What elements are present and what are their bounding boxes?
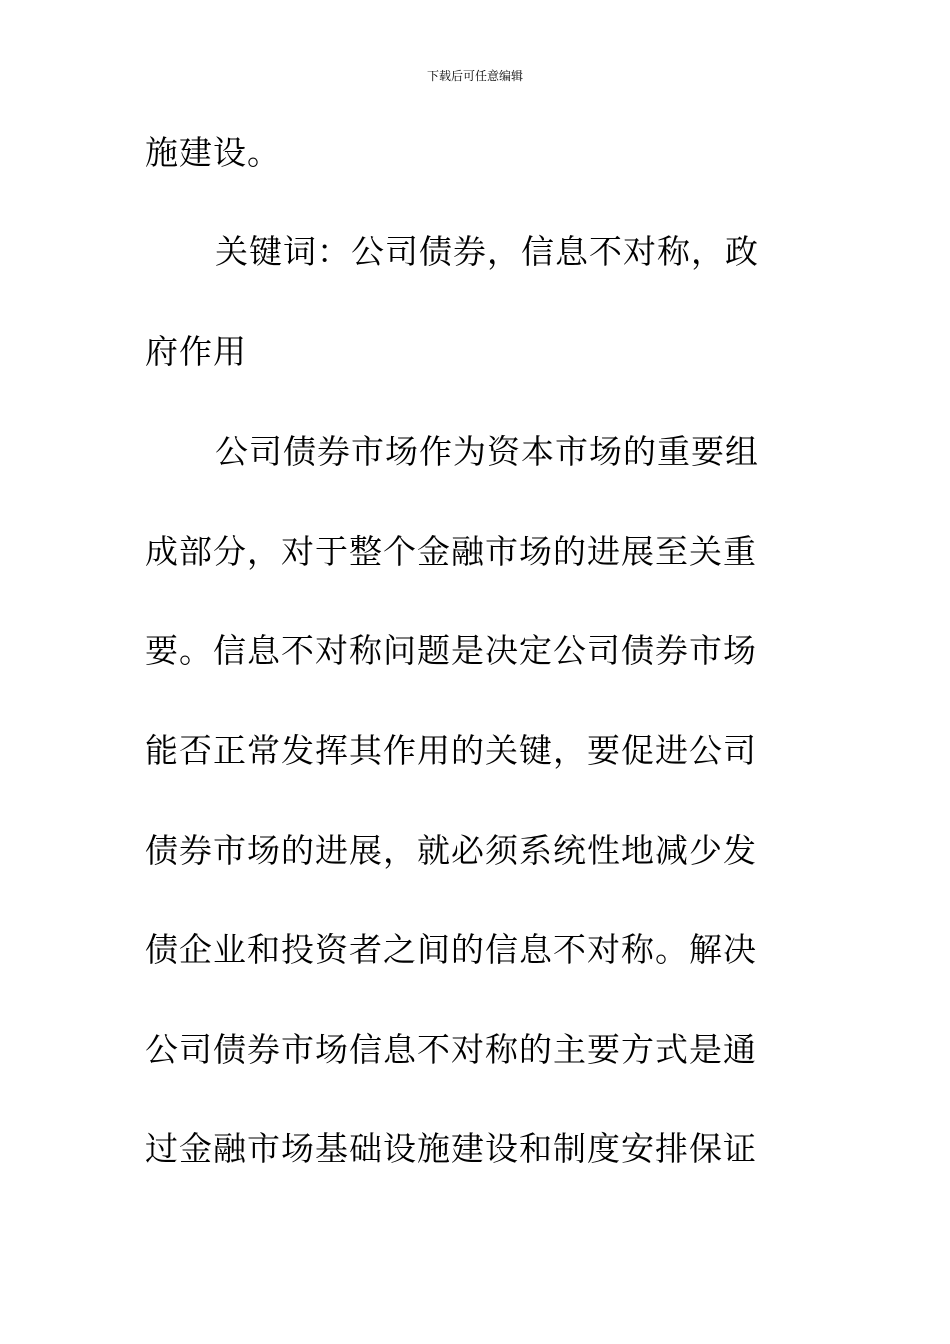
- text-line: 过金融市场基础设施建设和制度安排保证: [145, 1129, 757, 1168]
- text-line: 府作用: [145, 332, 247, 371]
- paragraph-first-line: 公司债券市场作为资本市场的重要组: [215, 432, 759, 471]
- text-line: 成部分，对于整个金融市场的进展至关重: [145, 532, 757, 571]
- text-line: 施建设。: [145, 133, 281, 172]
- text-line: 债券市场的进展，就必须系统性地减少发: [145, 831, 757, 870]
- keywords-line: 关键词：公司债券，信息不对称，政: [215, 232, 759, 271]
- text-line: 债企业和投资者之间的信息不对称。解决: [145, 930, 757, 969]
- text-line: 公司债券市场信息不对称的主要方式是通: [145, 1030, 757, 1069]
- text-line: 要。信息不对称问题是决定公司债券市场: [145, 631, 757, 670]
- text-line: 能否正常发挥其作用的关键，要促进公司: [145, 731, 757, 770]
- header-note: 下载后可任意编辑: [426, 69, 523, 83]
